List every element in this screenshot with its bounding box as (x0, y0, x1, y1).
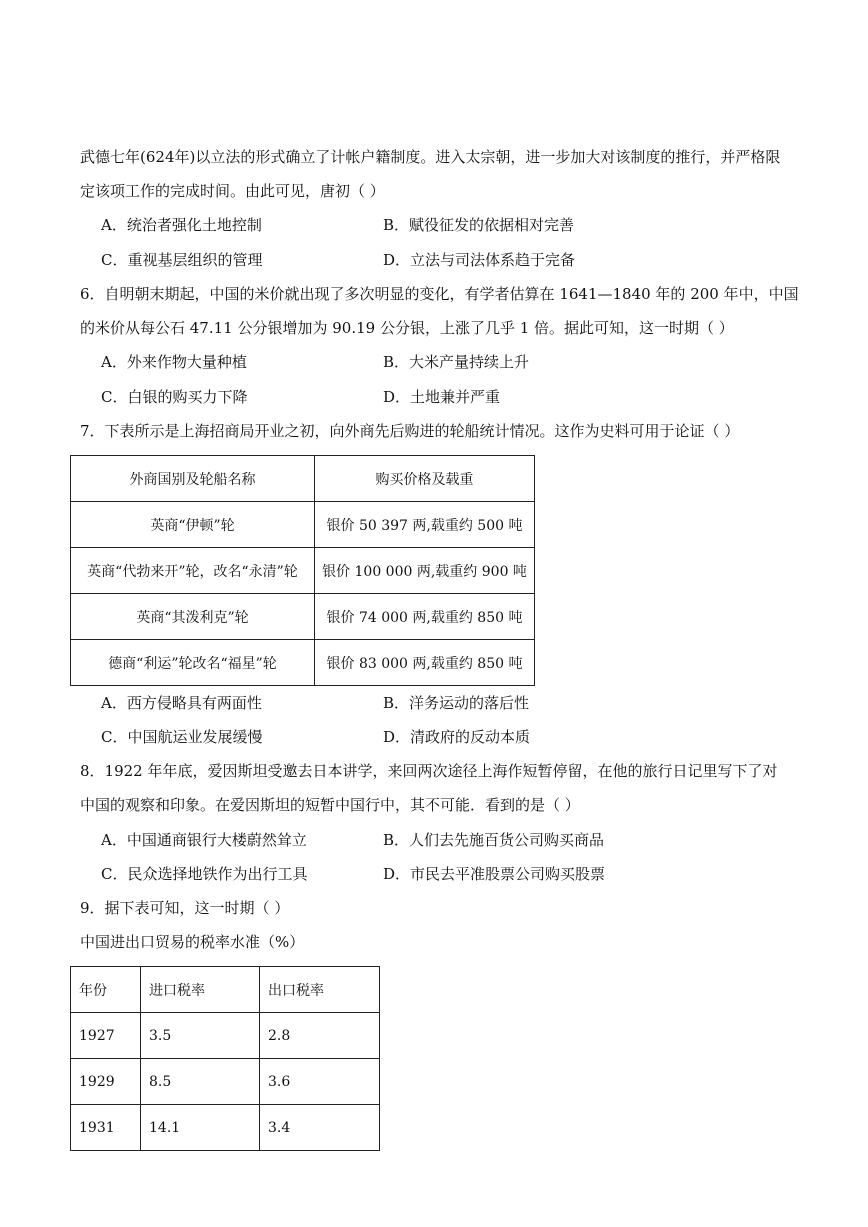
table-cell: 3.4 (260, 1105, 380, 1151)
q6-option-d: D．土地兼并严重 (383, 388, 501, 406)
table-row (71, 548, 535, 594)
table-header-row (71, 456, 535, 502)
q5-option-c: C．重视基层组织的管理 (101, 251, 263, 269)
q7-option-b: B．洋务运动的落后性 (383, 694, 530, 712)
table-header-cell: 年份 (71, 967, 141, 1013)
table-cell: 英商“代勃来开”轮，改名“永清”轮 (71, 548, 315, 594)
table-header-cell: 出口税率 (260, 967, 380, 1013)
table-cell: 银价 83 000 两,载重约 850 吨 (315, 640, 535, 686)
q6-stem-line-1: 6．自明朝末期起，中国的米价就出现了多次明显的变化，有学者估算在 1641—1840 年的 200 年中，中国 (80, 285, 799, 303)
q8-stem-line-1: 8．1922 年年底，爱因斯坦受邀去日本讲学，来回两次途径上海作短暂停留，在他的旅行日记里写下了对 (80, 762, 778, 780)
q8-option-d: D．市民去平准股票公司购买股票 (383, 865, 606, 883)
table-cell: 英商“伊顿”轮 (71, 502, 315, 548)
table-cell: 3.6 (260, 1059, 380, 1105)
table-cell: 8.5 (141, 1059, 260, 1105)
q8-option-c: C．民众选择地铁作为出行工具 (101, 865, 308, 883)
table-header-row (71, 967, 380, 1013)
q5-option-d: D．立法与司法体系趋于完备 (383, 251, 576, 269)
q7-option-d: D．清政府的反动本质 (383, 728, 531, 746)
table-row (71, 594, 535, 640)
q7-option-c: C．中国航运业发展缓慢 (101, 728, 263, 746)
table-header-cell: 购买价格及载重 (315, 456, 535, 502)
q5-option-a: A．统治者强化土地控制 (101, 216, 262, 234)
q9-table-caption: 中国进出口贸易的税率水准（%） (80, 933, 305, 951)
table-cell: 银价 100 000 两,载重约 900 吨 (315, 548, 535, 594)
table-cell: 14.1 (141, 1105, 260, 1151)
table-cell: 3.5 (141, 1013, 260, 1059)
table-row (71, 640, 535, 686)
q7-ship-table (70, 455, 535, 686)
table-cell: 英商“其泼利克”轮 (71, 594, 315, 640)
table-cell: 1931 (71, 1105, 141, 1151)
q9-tax-rate-table (70, 966, 380, 1151)
table-row (71, 502, 535, 548)
q6-option-a: A．外来作物大量种植 (101, 353, 247, 371)
q8-option-b: B．人们去先施百货公司购买商品 (383, 831, 605, 849)
q6-stem-line-2: 的米价从每公石 47.11 公分银增加为 90.19 公分银，上涨了几乎 1 倍。据此可知，这一时期（ ） (80, 319, 734, 337)
q6-option-b: B．大米产量持续上升 (383, 353, 530, 371)
q5-option-b: B．赋役征发的依据相对完善 (383, 216, 575, 234)
table-header-cell: 进口税率 (141, 967, 260, 1013)
q7-option-a: A．西方侵略具有两面性 (101, 694, 262, 712)
q9-stem-line-1: 9．据下表可知，这一时期（ ） (80, 899, 290, 917)
table-row (71, 1059, 380, 1105)
table-row (71, 1013, 380, 1059)
table-cell: 1927 (71, 1013, 141, 1059)
table-cell: 2.8 (260, 1013, 380, 1059)
q6-option-c: C．白银的购买力下降 (101, 388, 248, 406)
table-row (71, 1105, 380, 1151)
table-cell: 银价 74 000 两,载重约 850 吨 (315, 594, 535, 640)
table-cell: 1929 (71, 1059, 141, 1105)
table-cell: 银价 50 397 两,载重约 500 吨 (315, 502, 535, 548)
q8-stem-line-2: 中国的观察和印象。在爱因斯坦的短暂中国行中，其不可能．看到的是（ ） (80, 796, 580, 814)
table-header-cell: 外商国别及轮船名称 (71, 456, 315, 502)
q7-stem-line-1: 7．下表所示是上海招商局开业之初，向外商先后购进的轮船统计情况。这作为史料可用于论证（ ） (80, 422, 740, 440)
q5-stem-line-1: 武德七年(624年)以立法的形式确立了计帐户籍制度。进入太宗朝，进一步加大对该制度的推行，并严格限 (80, 148, 781, 166)
table-cell: 德商“利运”轮改名“福星”轮 (71, 640, 315, 686)
q5-stem-line-2: 定该项工作的完成时间。由此可见，唐初（ ） (80, 182, 385, 200)
q8-option-a: A．中国通商银行大楼蔚然耸立 (101, 831, 307, 849)
